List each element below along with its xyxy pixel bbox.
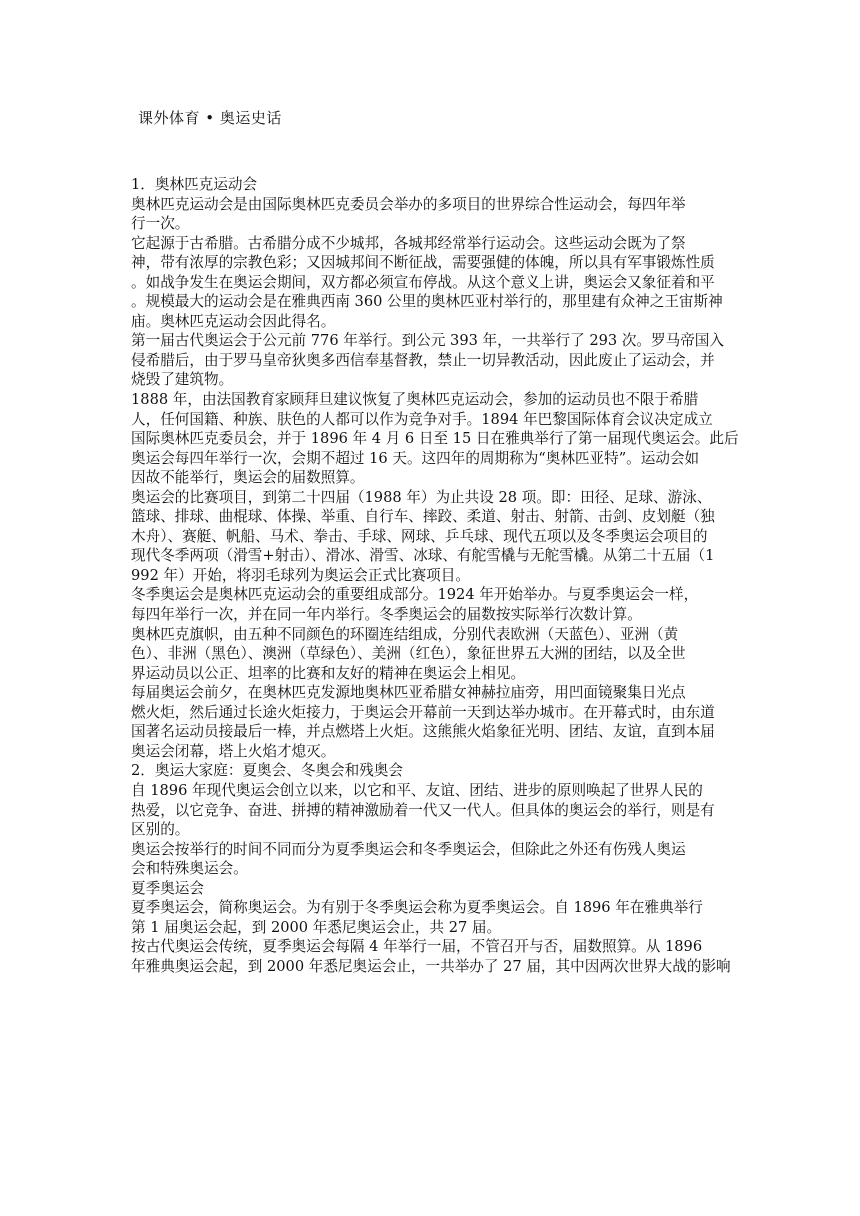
text-line: 国际奥林匹克委员会，并于 1896 年 4 月 6 日至 15 日在雅典举行了第一届现代奥运会。此后 <box>131 430 739 448</box>
text-line: 按古代奥运会传统，夏季奥运会每隔 4 年举行一届，不管召开与否，届数照算。从 1896 <box>131 938 703 956</box>
text-line: 神，带有浓厚的宗教色彩；又因城邦间不断征战，需要强健的体魄，所以具有军事锻炼性质 <box>131 254 715 272</box>
text-line: 夏季奥运会 <box>131 879 204 897</box>
text-line: 界运动员以公正、坦率的比赛和友好的精神在奥运会上相见。 <box>131 664 526 682</box>
text-line: 热爱，以它竞争、奋进、拼搏的精神激励着一代又一代人。但具体的奥运会的举行，则是有 <box>131 801 715 819</box>
text-line: 奥林匹克运动会是由国际奥林匹克委员会举办的多项目的世界综合性运动会，每四年举 <box>131 195 686 213</box>
text-line: 。规模最大的运动会是在雅典西南 360 公里的奥林匹亚村举行的，那里建有众神之王宙斯神 <box>131 293 723 311</box>
text-line: 因故不能举行，奥运会的届数照算。 <box>131 469 365 487</box>
text-line: 。如战争发生在奥运会期间，双方都必须宣布停战。从这个意义上讲，奥运会又象征着和平 <box>131 273 715 291</box>
text-line: 自 1896 年现代奥运会创立以来，以它和平、友谊、团结、进步的原则唤起了世界人民的 <box>131 781 703 799</box>
text-line: 奥运会的比赛项目，到第二十四届（1988 年）为止共设 28 项。即：田径、足球、游泳、 <box>131 488 712 506</box>
document-body <box>131 175 741 976</box>
text-line: 每四年举行一次，并在同一年内举行。冬季奥运会的届数按实际举行次数计算。 <box>131 606 642 624</box>
text-line: 992 年）开始，将羽毛球列为奥运会正式比赛项目。 <box>131 566 470 584</box>
text-line: 侵希腊后，由于罗马皇帝狄奥多西信奉基督教，禁止一切异教活动，因此废止了运动会，并 <box>131 351 715 369</box>
text-line: 奥运会每四年举行一次，会期不超过 16 天。这四年的周期称为“奥林匹亚特”。运动会如 <box>131 449 700 467</box>
text-line: 1．奥林匹克运动会 <box>131 176 258 193</box>
text-line: 第一届古代奥运会于公元前 776 年举行。到公元 393 年，一共举行了 293 次。罗马帝国入 <box>131 332 724 350</box>
text-line: 年雅典奥运会起，到 2000 年悉尼奥运会止，一共举办了 27 届，其中因两次世界大战的影响 <box>131 957 731 975</box>
text-line: 冬季奥运会是奥林匹克运动会的重要组成部分。1924 年开始举办。与夏季奥运会一样， <box>131 586 699 604</box>
text-line: 色）、非洲（黑色）、澳洲（草绿色）、美洲（红色），象征世界五大洲的团结，以及全世 <box>131 645 686 663</box>
text-line: 每届奥运会前夕，在奥林匹克发源地奥林匹亚希腊女神赫拉庙旁，用凹面镜聚集日光点 <box>131 684 686 702</box>
text-line: 1888 年，由法国教育家顾拜旦建议恢复了奥林匹克运动会，参加的运动员也不限于希腊 <box>131 391 699 409</box>
text-line: 奥运会按举行的时间不同而分为夏季奥运会和冬季奥运会，但除此之外还有伤残人奥运 <box>131 840 686 858</box>
page-title: 课外体育 • 奥运史话 <box>138 109 282 127</box>
text-line: 燃火炬，然后通过长途火炬接力，于奥运会开幕前一天到达举办城市。在开幕式时，由东道 <box>131 703 715 721</box>
text-line: 会和特殊奥运会。 <box>131 860 248 878</box>
text-line: 国著名运动员接最后一棒，并点燃塔上火炬。这熊熊火焰象征光明、团结、友谊，直到本届 <box>131 723 715 741</box>
text-line: 篮球、排球、曲棍球、体操、举重、自行车、摔跤、柔道、射击、射箭、击剑、皮划艇（独 <box>131 508 715 526</box>
text-line: 区别的。 <box>131 821 190 839</box>
text-line: 它起源于古希腊。古希腊分成不少城邦，各城邦经常举行运动会。这些运动会既为了祭 <box>131 234 686 252</box>
text-line: 烧毁了建筑物。 <box>131 371 234 389</box>
text-line: 2．奥运大家庭：夏奥会、冬奥会和残奥会 <box>131 762 403 780</box>
text-line: 人，任何国籍、种族、肤色的人都可以作为竞争对手。1894 年巴黎国际体育会议决定成立 <box>131 410 713 428</box>
text-line: 行一次。 <box>131 215 190 233</box>
text-line: 现代冬季两项（滑雪+射击）、滑冰、滑雪、冰球、有舵雪橇与无舵雪橇。从第二十五届（1 <box>131 547 715 565</box>
text-line: 奥运会闭幕，塔上火焰才熄灭。 <box>131 742 336 760</box>
text-line: 第 1 届奥运会起，到 2000 年悉尼奥运会止，共 27 届。 <box>131 918 502 936</box>
text-line: 奥林匹克旗帜，由五种不同颜色的环圈连结组成，分别代表欧洲（天蓝色）、亚洲（黄 <box>131 625 679 643</box>
text-line: 木舟）、赛艇、帆船、马术、拳击、手球、网球、乒乓球、现代五项以及冬季奥运会项目的 <box>131 527 708 545</box>
text-line: 夏季奥运会，简称奥运会。为有别于冬季奥运会称为夏季奥运会。自 1896 年在雅典举行 <box>131 899 703 917</box>
text-line: 庙。奥林匹克运动会因此得名。 <box>131 312 336 330</box>
